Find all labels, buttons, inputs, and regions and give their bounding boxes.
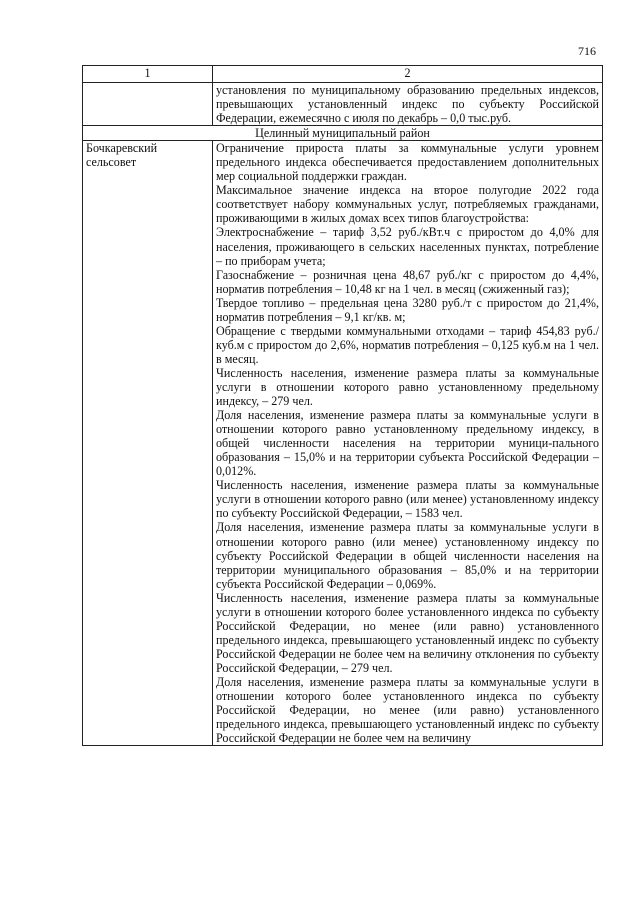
section-row (83, 126, 603, 141)
paragraph: Доля населения, изменение размера платы за коммунальные услуги в отношении которого равно установленному предельному индексу, в общей численности населения на территории муници-пального образования – 15,0% и на территории субъекта Российской Федерации – 0,012%. (216, 408, 599, 479)
paragraph: Доля населения, изменение размера платы за коммунальные услуги в отношении которого равно (или менее) установленному индексу по субъекту Российской Федерации в общей численности населения на территории муниципального образования – 85,0% и на территории субъекта Российской Федерации – 0,069%. (216, 520, 599, 591)
section-title: Целинный муниципальный район (83, 126, 603, 141)
continuation-row (83, 83, 603, 126)
paragraph: Численность населения, изменение размера платы за коммунальные услуги в отношении которого более установленного индекса по субъекту Российской Федерации, но менее (или равно) установленного предельного индекса, превышающего установленный индекс по субъекту Российской Федерации не более чем на величину отклонения по субъекту Российской Федерации, – 279 чел. (216, 590, 599, 675)
paragraph: Твердое топливо – предельная цена 3280 руб./т с приростом до 21,4%, норматив потребления – 9,1 кг/кв. м; (216, 295, 599, 324)
paragraph: Ограничение прироста платы за коммунальные услуги уровнем предельного индекса обеспечивается предоставлением дополнительных мер социальной поддержки граждан. (216, 141, 599, 184)
entity-name: Бочкаревский сельсовет (83, 141, 213, 746)
paragraph: Максимальное значение индекса на второе полугодие 2022 года соответствует набору коммунальных услуг, потребляемых гражданами, проживающими в жилых домах всех типов благоустройства: (216, 183, 599, 226)
table-row (83, 141, 603, 746)
entity-description (213, 141, 603, 746)
paragraph: Обращение с твердыми коммунальными отходами – тариф 454,83 руб./куб.м с приростом до 2,6%, норматив потребления – 0,125 куб.м на 1 чел. в месяц. (216, 323, 599, 366)
continuation-text: установления по муниципальному образованию предельных индексов, превышающих установленный индекс по субъекту Российской Федерации, ежемесячно с июля по декабрь – 0,0 тыс.руб. (213, 83, 603, 126)
document-table (82, 65, 603, 746)
column-number-2: 2 (213, 66, 603, 83)
paragraph: Численность населения, изменение размера платы за коммунальные услуги в отношении которого равно установленному предельному индексу, – 279 чел. (216, 365, 599, 409)
paragraph: Электроснабжение – тариф 3,52 руб./кВт.ч с приростом до 4,0% для населения, проживающего в сельских населенных пунктах, потребление – по приборам учета; (216, 225, 599, 268)
paragraph: Газоснабжение – розничная цена 48,67 руб./кг с приростом до 4,4%, норматив потребления – 10,48 кг на 1 чел. в месяц (сжиженный газ); (216, 267, 599, 296)
page-number: 716 (578, 44, 596, 58)
table-header-row (83, 66, 603, 83)
continuation-empty-cell (83, 83, 213, 126)
paragraph: Доля населения, изменение размера платы за коммунальные услуги в отношении которого более установленного индекса по субъекту Российской Федерации, но менее (или равно) установленного предельного индекса, превышающего установленный индекс по субъекту Российской Федерации не более чем на величину (216, 674, 599, 746)
column-number-1: 1 (83, 66, 213, 83)
paragraph: Численность населения, изменение размера платы за коммунальные услуги в отношении которого равно (или менее) установленному индексу по субъекту Российской Федерации, – 1583 чел. (216, 478, 599, 521)
